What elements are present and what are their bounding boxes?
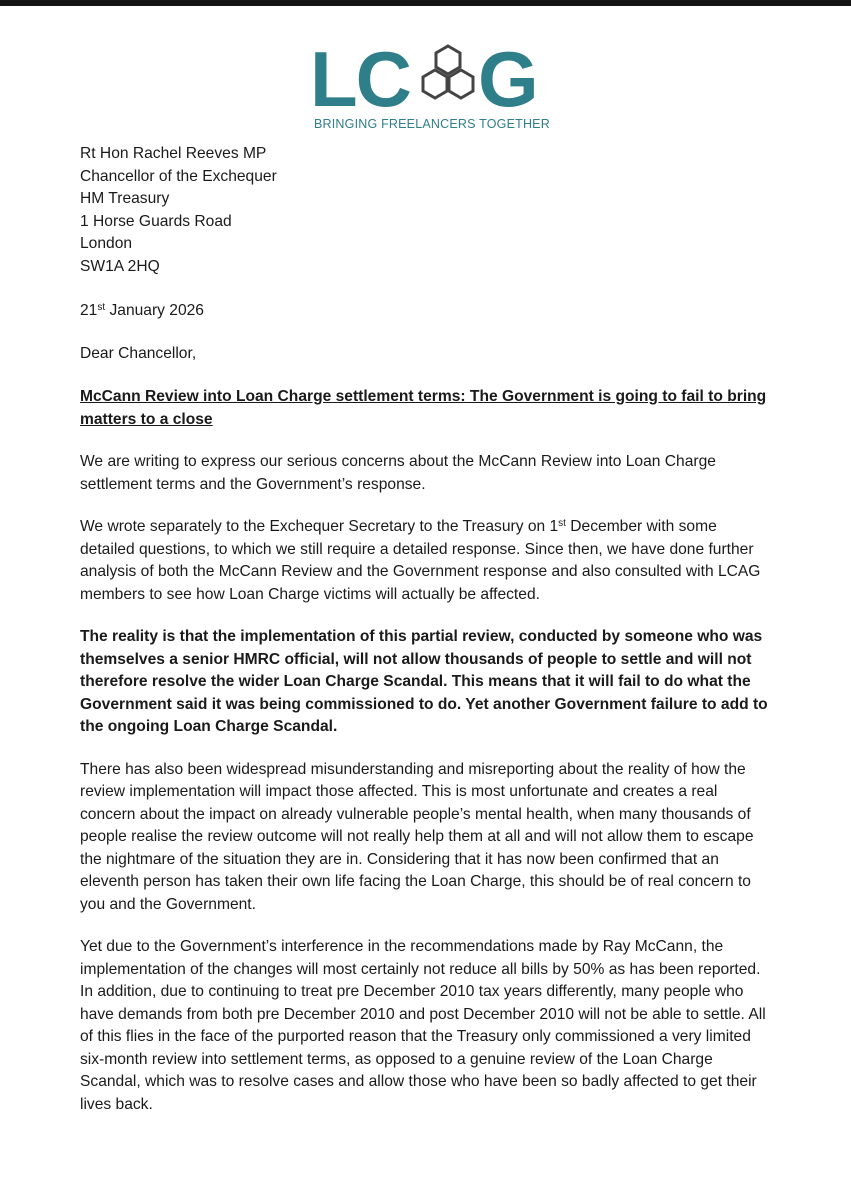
address-line: London [80, 235, 133, 252]
recipient-address [80, 143, 770, 278]
date-rest: January 2026 [105, 302, 204, 319]
paragraph-2-end: December with some detailed questions, to which we still require a detailed response. Since then, we have done further analysis of both the McCann Review and the Government response and also consulted with LCAG members to see how Loan Charge victims will actually be affected. [80, 518, 761, 603]
paragraph-2-superscript: st [558, 518, 566, 529]
letter-body [80, 138, 770, 1116]
address-line: 1 Horse Guards Road [80, 212, 232, 230]
date-day: 21 [80, 302, 98, 319]
paragraph-2-start: We wrote separately to the Exchequer Secretary to the Treasury on 1 [80, 518, 559, 535]
address-line: SW1A 2HQ [80, 257, 160, 275]
hexagon-cluster-icon [423, 46, 473, 98]
address-line: HM Treasury [80, 190, 170, 207]
lcag-logo-graphic [310, 42, 550, 117]
paragraph-2 [80, 516, 770, 606]
paragraph-4: There has also been widespread misunderstanding and misreporting about the reality of how the review implementation will impact those affected. This is most unfortunate and creates a real concern about the impact on already vulnerable people’s mental health, when many thousands of people realise the review outcome will not really help them at all and will not allow them to escape the nightmare of the situation they are in. Considering that it has now been confirmed that an eleventh person has taken their own life facing the Loan Charge, this should be of real concern to you and the Government. [80, 760, 754, 913]
salutation: Dear Chancellor, [80, 344, 197, 362]
logo-text-lc: LC [310, 42, 410, 117]
date-suffix: st [97, 302, 106, 313]
paragraph-5: Yet due to the Government’s interference in the recommendations made by Ray McCann, the implementation of the changes will most certainly not reduce all bills by 50% as has been reported. In addition, due to continuing to treat pre December 2010 tax years differently, many people who have demands from both pre December 2010 and post December 2010 will not be able to settle. All of this flies in the face of the purported reason that the Treasury only commissioned a very limited six-month review into settlement terms, as opposed to a genuine review of the Loan Charge Scandal, which was to resolve cases and allow those who have been so badly affected to get their lives back. [80, 938, 766, 1113]
logo-tagline: BRINGING FREELANCERS TOGETHER [314, 117, 550, 131]
address-line: Chancellor of the Exchequer [80, 167, 277, 185]
top-border [0, 0, 851, 6]
paragraph-1: We are writing to express our serious concerns about the McCann Review into Loan Charge settlement terms and the Government’s response. [80, 453, 716, 493]
logo-text-g: G [478, 42, 539, 117]
letter-date [80, 300, 770, 323]
subject-heading: McCann Review into Loan Charge settlement terms: The Government is going to fail to bring matters to a close [80, 388, 767, 428]
paragraph-3-bold: The reality is that the implementation of this partial review, conducted by someone who was themselves a senior HMRC official, will not allow thousands of people to settle and will not therefore resolve the wider Loan Charge Scandal. This means that it will fail to do what the Government said it was being commissioned to do. Yet another Government failure to add to the ongoing Loan Charge Scandal. [80, 628, 768, 735]
address-line: Rt Hon Rachel Reeves MP [80, 145, 267, 162]
